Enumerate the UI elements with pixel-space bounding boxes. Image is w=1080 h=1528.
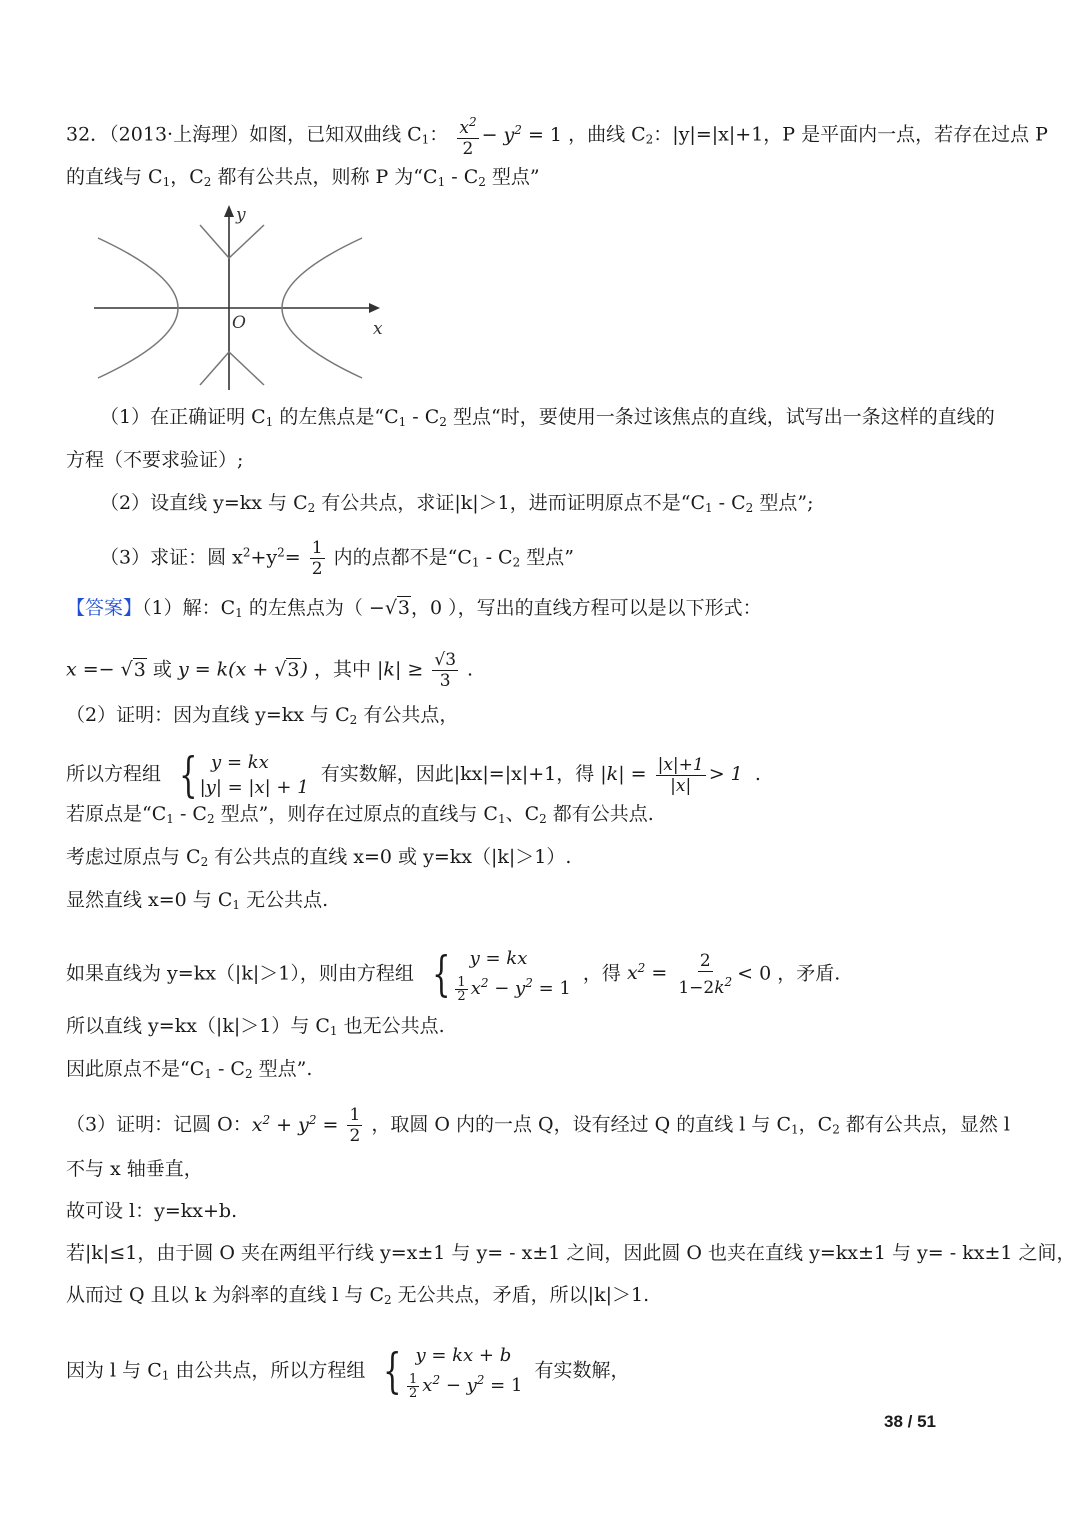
answer-3-line-4: 若|k|≤1，由于圆 O 夹在两组平行线 y=x±1 与 y= - x±1 之间，因此圆 O 也夹在直线 y=kx±1 与 y= - kx±1 之间， xyxy=(66,1242,1076,1264)
answer-3-line-2: 不与 x 轴垂直， xyxy=(66,1158,203,1180)
problem-line-2: 的直线与 $C_1$，$C_2$ 都有公共点，则称 P 为“$C_1 - C_2$ 型点” xyxy=(66,166,540,189)
question-1-line-2: 方程（不要求验证）; xyxy=(66,449,244,471)
equation-system-1: { y = kx |y| = |x| + 1 xyxy=(179,747,309,803)
x-axis-label: x xyxy=(373,319,383,339)
y-axis-arrow xyxy=(224,205,234,217)
answer-2-line-3: 若原点是“$C_1 - C_2$ 型点”，则存在过原点的直线与 $C_1$、$C_2$ 都有公共点. xyxy=(66,803,654,826)
question-2: （2）设直线 y=kx 与 $C_2$ 有公共点，求证|k|＞1，进而证明原点不是“$C_1 - C_2$ 型点”; xyxy=(100,492,814,515)
answer-3-line-3: 故可设 l：y=kx+b. xyxy=(66,1200,238,1222)
problem-line-1: 32．（2013·上海理）如图，已知双曲线 $C_1$： $\frac{x^2}{2}$ − $y^2 = 1$ ，曲线 $C_2$：|y|=|x|+1，P 是平面内一点，若存在过点 P xyxy=(66,112,1048,159)
answer-2-line-7: 所以直线 y=kx（|k|＞1）与 $C_1$ 也无公共点. xyxy=(66,1015,445,1038)
answer-line-2: x =− √3 或 y = k(x + √3) ，其中 |k| ≥ $\frac{√3}{3}$ . xyxy=(66,650,474,691)
question-3: （3）求证：圆 $x^2+y^2=$ $\frac{1}{2}$ 内的点都不是“$C_1 - C_2$ 型点” xyxy=(100,538,574,579)
answer-2-line-8: 因此原点不是“$C_1 - C_2$ 型点”. xyxy=(66,1058,313,1081)
equation-system-2: { y = kx $\frac{1}{2}$ $x^2 - y^2 = 1$ xyxy=(431,946,571,1004)
answer-3-line-5: 从而过 Q 且以 k 为斜率的直线 l 与 $C_2$ 无公共点，矛盾，所以|k|＞1. xyxy=(66,1284,650,1307)
answer-2-line-2: 所以方程组 { y = kx |y| = |x| + 1 有实数解，因此|kx|=|x|+1，得 |k| = $\frac{|x|+1}{|x|}$ > 1 . xyxy=(66,747,761,803)
answer-2-line-5: 显然直线 x=0 与 $C_1$ 无公共点. xyxy=(66,889,329,912)
answer-2-line-4: 考虑过原点与 $C_2$ 有公共点的直线 x=0 或 y=kx（|k|＞1）. xyxy=(66,846,572,869)
origin-label: O xyxy=(232,313,246,333)
answer-3-line-1: （3）证明：记圆 O：$x^2 + y^2$ = $\frac{1}{2}$ ，取圆 O 内的一点 Q，设有经过 Q 的直线 l 与 $C_1$，$C_2$ 都有公共点，显然 l xyxy=(66,1105,1010,1146)
equation-system-3: { y = kx + b $\frac{1}{2}$ $x^2 - y^2 = 1$ xyxy=(383,1343,523,1401)
question-1: （1）在正确证明 $C_1$ 的左焦点是“$C_1 - C_2$ 型点“时，要使用一条过该焦点的直线，试写出一条这样的直线的 xyxy=(100,406,995,429)
curve-c2-lower xyxy=(200,352,264,385)
page-number: 38 / 51 xyxy=(884,1412,936,1431)
curve-c2-upper xyxy=(200,225,264,258)
answer-2-line-1: （2）证明：因为直线 y=kx 与 $C_2$ 有公共点， xyxy=(66,704,459,727)
hyperbola-fraction: $\frac{x^2}{2}$ xyxy=(457,112,478,159)
answer-3-line-6: 因为 l 与 $C_1$ 由公共点，所以方程组 { y = kx + b $\frac{1}{2}$ $x^2 - y^2 = 1$ 有实数解， xyxy=(66,1343,630,1401)
answer-2-line-6: 如果直线为 y=kx（|k|＞1），则由方程组 { y = kx $\frac{1}{2}$ $x^2 - y^2 = 1$ ，得 $x^2$ = $\frac{2}{1-2k^2}$ < 0 ，矛盾. xyxy=(66,946,841,1004)
hyperbola-figure xyxy=(90,200,400,395)
answer-tag: 【答案】 xyxy=(66,597,143,619)
answer-line-1: 【答案】（1）解：$C_1$ 的左焦点为（ −√3，0 ），写出的直线方程可以是以下形式： xyxy=(66,597,762,620)
y-axis-label: y xyxy=(236,205,246,225)
x-axis-arrow xyxy=(369,303,380,313)
